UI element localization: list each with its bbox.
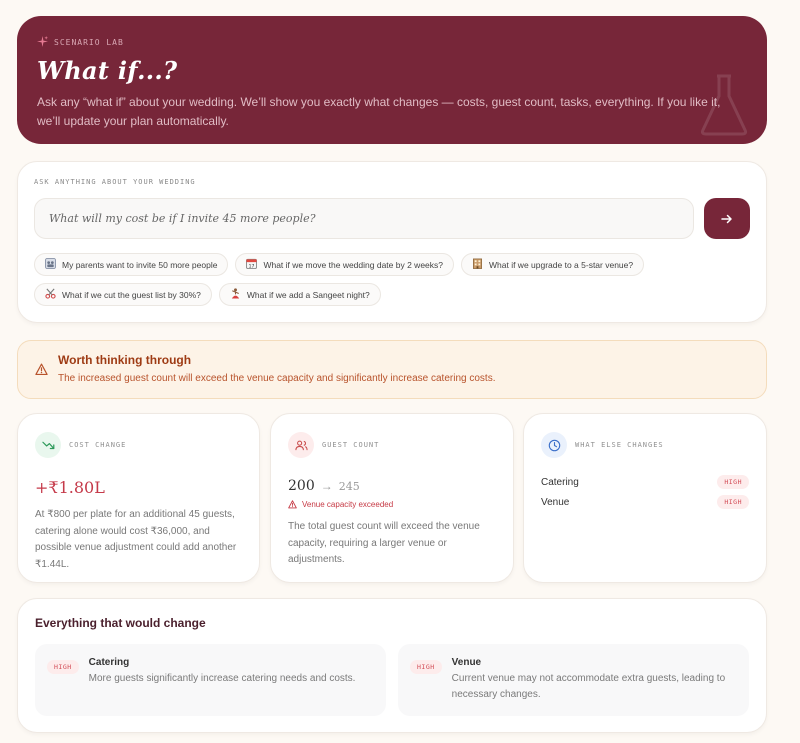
trending-down-icon: [35, 432, 61, 458]
change-item-body: [89, 656, 374, 704]
guest-card-header: [288, 432, 496, 458]
chip-cut-guests[interactable]: [34, 283, 212, 306]
everything-card: [17, 598, 767, 733]
chip-label: My parents want to invite 50 more people: [62, 259, 218, 270]
arrow-right-icon: →: [320, 479, 333, 493]
cost-card-header: [35, 432, 242, 458]
ask-label: ASK ANYTHING ABOUT YOUR WEDDING: [34, 178, 196, 186]
chip-move-date[interactable]: [235, 253, 454, 276]
family-icon: [45, 258, 56, 272]
cost-description: At ₹800 per plate for an additional 45 guests, catering alone would cost ₹36,000, and possible venue adjustment could add another ₹1.44L.: [35, 509, 237, 570]
everything-title: Everything that would change: [35, 616, 206, 630]
change-item-venue: [398, 644, 749, 716]
svg-text:17: 17: [249, 263, 255, 269]
chip-label: What if we add a Sangeet night?: [246, 289, 370, 300]
guest-count-card: [270, 413, 514, 583]
warning-banner: [17, 340, 767, 399]
change-item-catering: [35, 644, 386, 716]
arrow-right-icon: [721, 213, 733, 225]
change-item-name: Venue: [451, 657, 482, 668]
chip-invite-more[interactable]: [34, 253, 228, 276]
cost-label: COST CHANGE: [69, 441, 127, 449]
change-item-body: [452, 656, 737, 704]
chip-label: What if we cut the guest list by 30%?: [62, 289, 201, 300]
chip-label: What if we move the wedding date by 2 weeks?: [263, 259, 443, 270]
capacity-alert: [288, 500, 496, 509]
else-item-name: Catering: [541, 476, 579, 488]
capacity-alert-text: Venue capacity exceeded: [302, 500, 394, 509]
impact-badge: HIGH: [717, 495, 749, 509]
else-item-name: Venue: [541, 496, 570, 508]
page-title: What if...?: [37, 56, 178, 85]
cost-value: +₹1.80L: [35, 478, 105, 497]
warning-icon: [35, 363, 48, 376]
cost-change-card: [17, 413, 260, 583]
chip-add-sangeet[interactable]: [219, 283, 381, 306]
hero-lab-label: SCENARIO LAB: [54, 38, 124, 47]
change-item-name: Catering: [88, 657, 130, 668]
users-icon: [288, 432, 314, 458]
else-label: WHAT ELSE CHANGES: [575, 441, 664, 449]
warning-icon: [288, 500, 297, 509]
guest-description: The total guest count will exceed the venue capacity, requiring a larger venue or adjustments.: [288, 521, 480, 565]
change-item-description: More guests significantly increase catering needs and costs.: [88, 673, 356, 684]
scenario-hero: [17, 16, 767, 144]
change-grid: [35, 644, 749, 716]
else-card-header: [541, 432, 749, 458]
hotel-icon: [472, 258, 483, 272]
else-list: [541, 472, 749, 512]
calendar-icon: [246, 258, 257, 272]
guest-values: [288, 478, 496, 494]
warning-text: The increased guest count will exceed the venue capacity and significantly increase catering costs.: [58, 373, 496, 384]
hero-description: Ask any “what if” about your wedding. We’ll show you exactly what changes — costs, guest count, tasks, everything. If you like it, we’ll update your plan automatically.: [37, 95, 721, 128]
ask-row: [34, 198, 750, 239]
suggestion-chips: [34, 253, 734, 306]
hero-lab-row: [37, 36, 747, 49]
what-else-card: [523, 413, 767, 583]
impact-badge: HIGH: [717, 475, 749, 489]
dance-icon: [230, 288, 241, 302]
guest-label: GUEST COUNT: [322, 441, 380, 449]
ask-card: [17, 161, 767, 323]
guest-old-value: 200: [288, 478, 315, 494]
scissors-icon: [45, 288, 56, 302]
impact-badge: HIGH: [410, 660, 442, 674]
impact-badge: HIGH: [47, 660, 79, 674]
list-item: [541, 492, 749, 512]
warning-title: Worth thinking through: [58, 353, 192, 367]
scenario-input[interactable]: [34, 198, 694, 239]
sparkle-icon: [37, 36, 48, 49]
chip-upgrade-venue[interactable]: [461, 253, 644, 276]
list-item: [541, 472, 749, 492]
guest-new-value: 245: [338, 480, 360, 493]
change-item-description: Current venue may not accommodate extra guests, leading to necessary changes.: [451, 673, 726, 700]
clock-icon: [541, 432, 567, 458]
chip-label: What if we upgrade to a 5-star venue?: [489, 259, 634, 270]
submit-button[interactable]: [704, 198, 750, 239]
flask-icon: [699, 74, 749, 136]
